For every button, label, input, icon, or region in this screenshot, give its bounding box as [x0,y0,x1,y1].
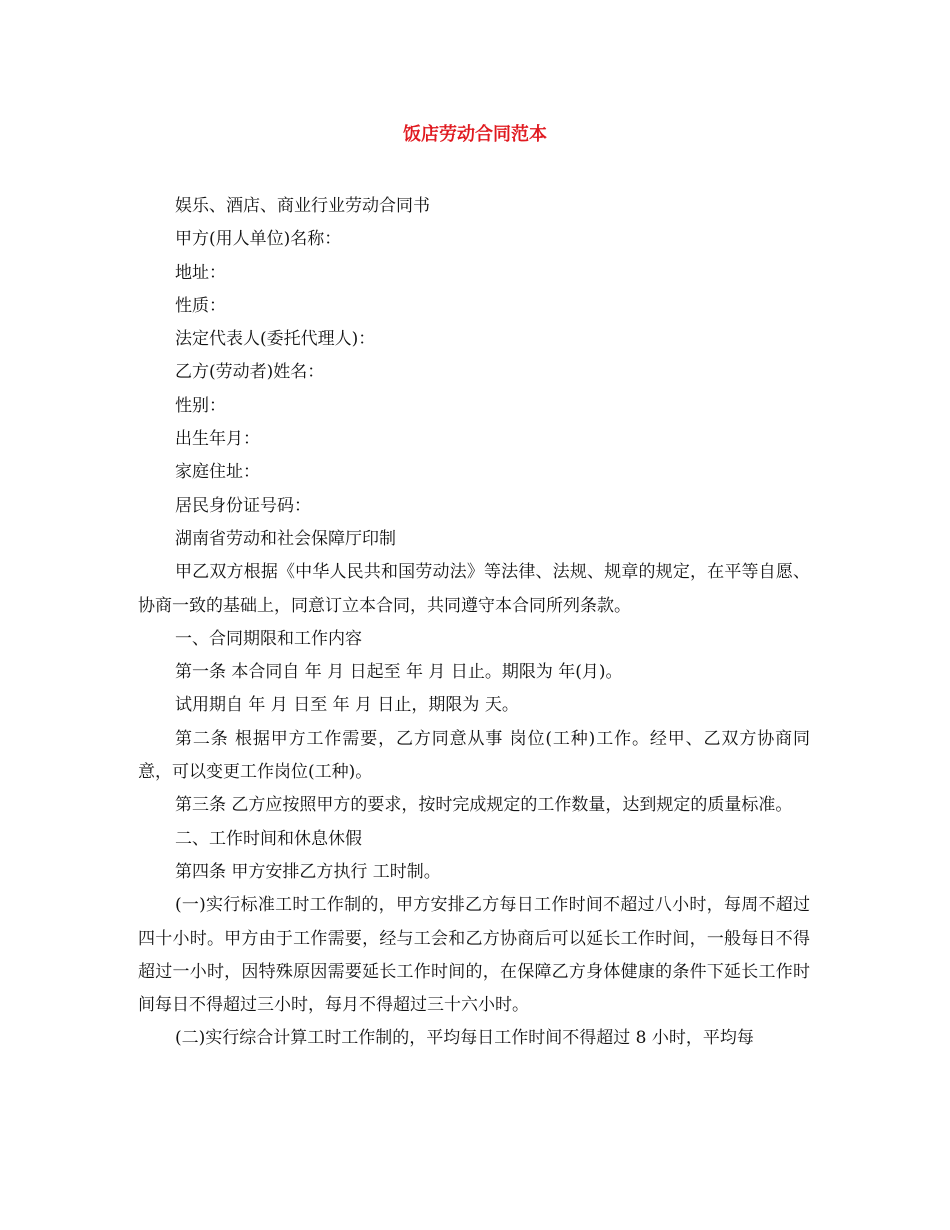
clause-4-item-1: (一)实行标准工时工作制的，甲方安排乙方每日工作时间不超过八小时，每周不超过四十小时。甲方由于工作需要，经与工会和乙方协商后可以延长工作时间，一般每日不得超过一小时，因特殊原因需要延长工作时间的，在保障乙方身体健康的条件下延长工作时间每日不得超过三小时，每月不得超过三十六小时。 [138,895,810,1016]
document-body [138,190,810,1056]
paragraph-address: 地址： [175,262,226,283]
paragraph-birth-date: 出生年月： [175,429,260,450]
clause-1: 第一条 本合同自 年 月 日起至 年 月 日止。期限为 年(月)。 [175,662,623,683]
section-heading-hours: 二、工作时间和休息休假 [175,828,362,849]
paragraph-contract-heading: 娱乐、酒店、商业行业劳动合同书 [175,196,430,216]
clause-2: 第二条 根据甲方工作需要，乙方同意从事 岗位(工种)工作。经甲、乙双方协商同意，可以变更工作岗位(工种)。 [138,728,810,783]
paragraph-party-b-name: 乙方(劳动者)姓名： [175,362,325,383]
paragraph-gender: 性别： [175,395,226,416]
paragraph-id-number: 居民身份证号码： [175,495,311,516]
paragraph-printer: 湖南省劳动和社会保障厅印制 [175,528,396,549]
paragraph-home-address: 家庭住址： [175,462,260,483]
paragraph-party-a-name: 甲方(用人单位)名称： [175,229,342,250]
section-heading-term: 一、合同期限和工作内容 [175,628,362,649]
document-title: 饭店劳动合同范本 [403,124,547,145]
clause-4-item-2: (二)实行综合计算工时工作制的，平均每日工作时间不得超过 8 小时，平均每 [175,1028,754,1049]
clause-1-probation: 试用期自 年 月 日至 年 月 日止，期限为 天。 [175,695,519,716]
paragraph-preamble: 甲乙双方根据《中华人民共和国劳动法》等法律、法规、规章的规定，在平等自愿、协商一致的基础上，同意订立本合同，共同遵守本合同所列条款。 [138,562,810,616]
clause-3: 第三条 乙方应按照甲方的要求，按时完成规定的工作数量，达到规定的质量标准。 [175,795,793,816]
clause-4: 第四条 甲方安排乙方执行 工时制。 [175,861,441,882]
paragraph-legal-representative: 法定代表人(委托代理人)： [175,329,376,350]
paragraph-nature: 性质： [175,295,226,316]
